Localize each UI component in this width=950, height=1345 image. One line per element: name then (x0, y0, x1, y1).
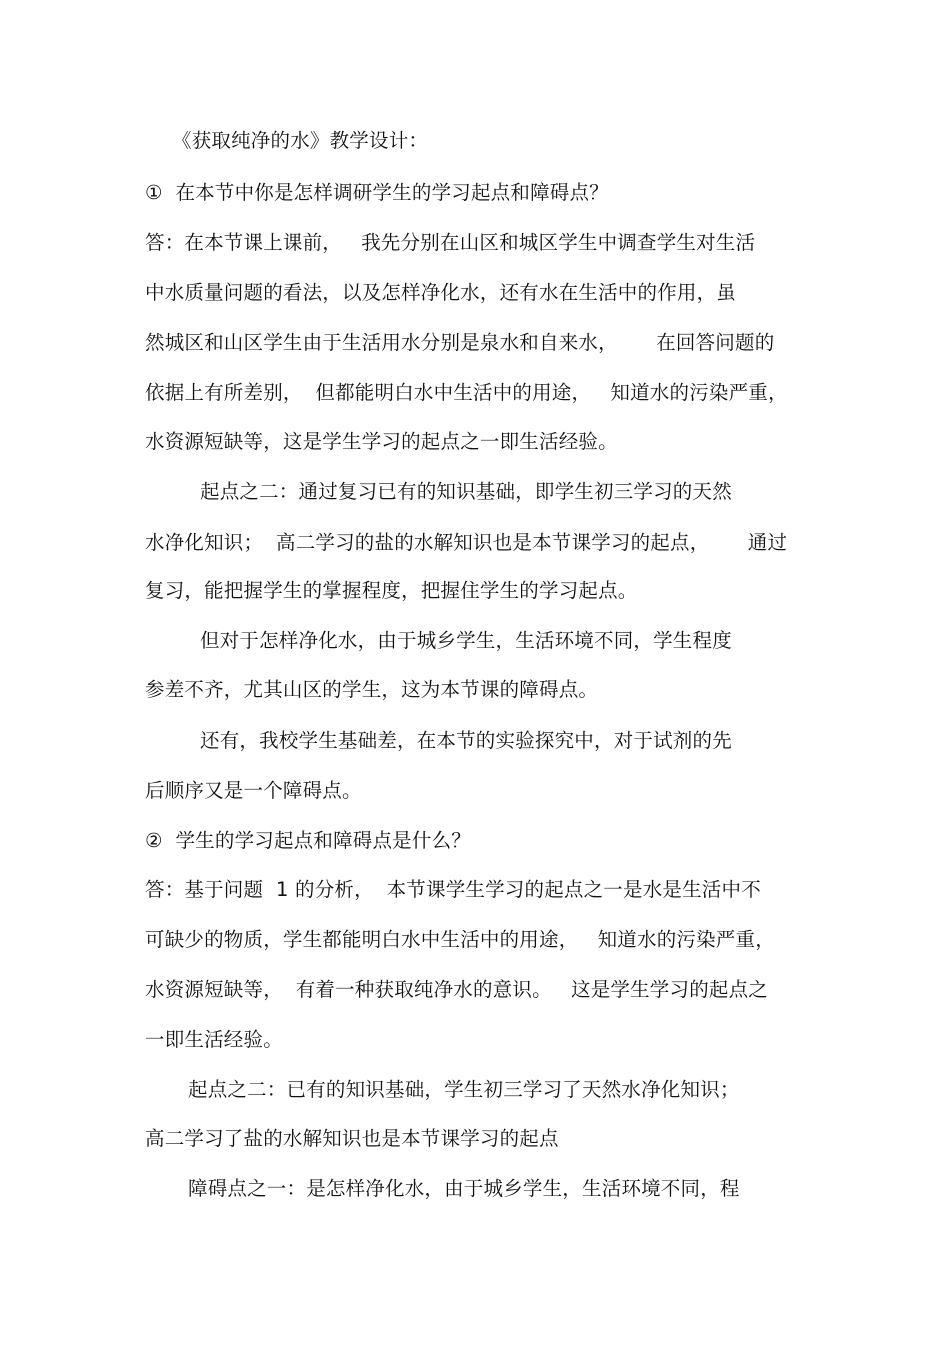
answer-2-line-1: 答：基于问题 1 的分析， 本节课学生学习的起点之一是水是生活中不 (145, 878, 761, 901)
answer-1-line-1: 答：在本节课上课前， 我先分别在山区和城区学生中调查学生对生活 (145, 231, 756, 254)
answer-1-line-4: 依据上有所差别， 但都能明白水中生活中的用途， 知道水的污染严重， (145, 381, 788, 404)
question-1: ① 在本节中你是怎样调研学生的学习起点和障碍点？ (145, 181, 609, 204)
paragraph-obstacle-line-1: 但对于怎样净化水，由于城乡学生，生活环境不同，学生程度 (200, 629, 732, 652)
paragraph-start-2b-line-1: 起点之二：已有的知识基础，学生初三学习了天然水净化知识； (188, 1078, 740, 1101)
paragraph-start-2-line-3: 复习，能把握学生的掌握程度，把握住学生的学习起点。 (145, 579, 638, 602)
answer-1-line-5: 水资源短缺等，这是学生学习的起点之一即生活经验。 (145, 430, 618, 453)
answer-1-line-3: 然城区和山区学生由于生活用水分别是泉水和自来水， 在回答问题的 (145, 331, 775, 354)
paragraph-start-2-line-1: 起点之二：通过复习已有的知识基础，即学生初三学习的天然 (200, 480, 732, 503)
doc-title: 《获取纯净的水》教学设计： (172, 129, 429, 152)
paragraph-also-line-1: 还有，我校学生基础差，在本节的实验探究中，对于试剂的先 (200, 729, 732, 752)
answer-2-line-3: 水资源短缺等， 有着一种获取纯净水的意识。 这是学生学习的起点之 (145, 978, 768, 1001)
paragraph-start-2-line-2: 水净化知识； 高二学习的盐的水解知识也是本节课学习的起点， 通过 (145, 531, 788, 554)
answer-2-line-2: 可缺少的物质，学生都能明白水中生活中的用途， 知道水的污染严重， (145, 928, 775, 951)
answer-2-line-4: 一即生活经验。 (145, 1028, 283, 1051)
paragraph-start-2b-line-2: 高二学习了盐的水解知识也是本节课学习的起点 (145, 1127, 559, 1150)
paragraph-also-line-2: 后顺序又是一个障碍点。 (145, 779, 362, 802)
question-2: ② 学生的学习起点和障碍点是什么？ (145, 829, 471, 852)
paragraph-obstacle-1: 障碍点之一：是怎样净化水，由于城乡学生，生活环境不同，程 (188, 1177, 740, 1200)
paragraph-obstacle-line-2: 参差不齐，尤其山区的学生，这为本节课的障碍点。 (145, 678, 599, 701)
answer-1-line-2: 中水质量问题的看法，以及怎样净化水，还有水在生活中的作用，虽 (145, 281, 737, 304)
